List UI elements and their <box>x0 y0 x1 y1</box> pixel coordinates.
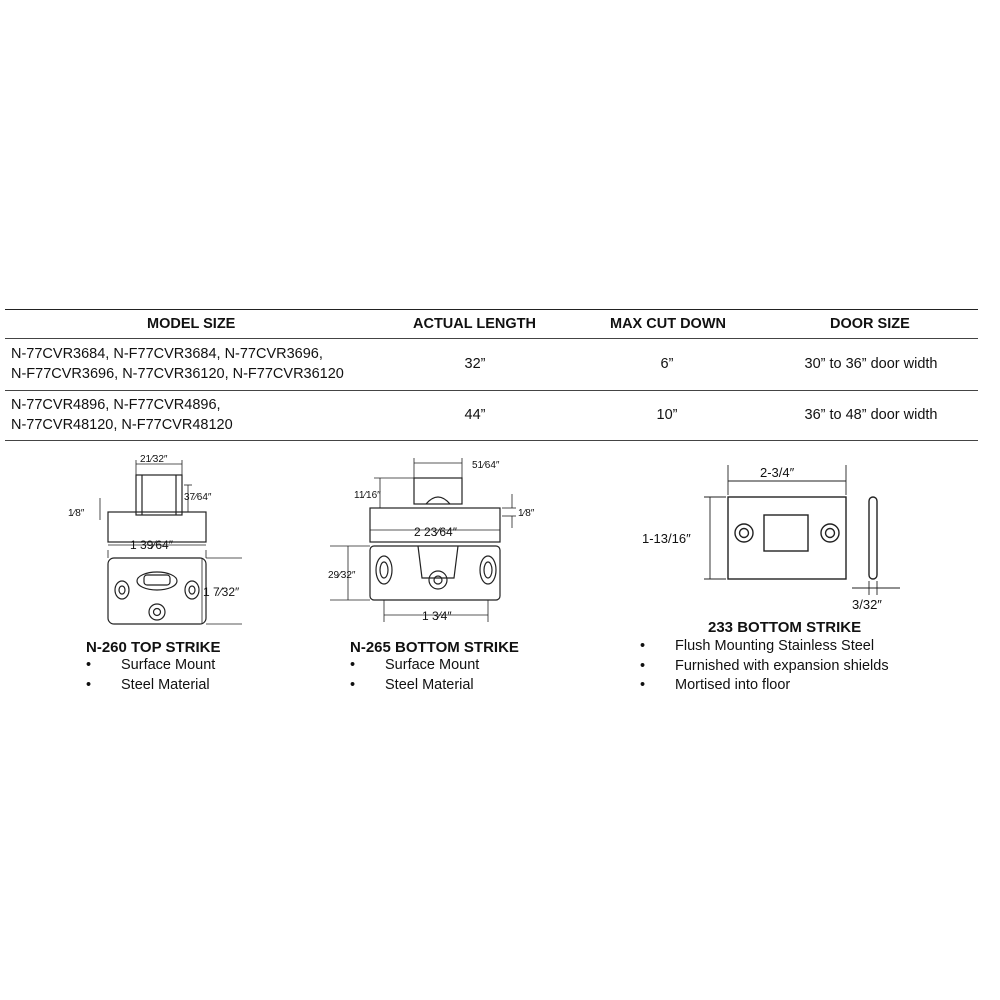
n265-feature-list <box>350 656 550 695</box>
dim-hole-spacing: 1 3⁄4″ <box>422 609 452 623</box>
list-item: • Steel Material <box>350 676 474 693</box>
header-door-size: DOOR SIZE <box>830 316 910 332</box>
dim-height: 1-13/16″ <box>642 531 691 546</box>
list-item: • Surface Mount <box>350 657 480 673</box>
list-item: • Steel Material <box>86 676 210 693</box>
dim-plate-thickness: 1⁄8″ <box>68 508 85 519</box>
strike-post <box>136 475 182 515</box>
table-top-rule <box>5 309 978 310</box>
n260-top-strike-drawing <box>60 450 260 630</box>
n265-bottom-strike-drawing <box>326 450 556 630</box>
n260-title: N-260 TOP STRIKE <box>86 639 221 656</box>
row-door-size: 30” to 36” door width <box>804 356 938 372</box>
dim-plate-height: 29⁄32″ <box>328 570 356 581</box>
dim-post-height: 37⁄64″ <box>184 492 212 503</box>
n260-feature-list <box>86 656 286 695</box>
header-max-cut-down: MAX CUT DOWN <box>610 316 726 332</box>
row-models-line2: N-77CVR48120, N-F77CVR48120 <box>11 417 233 433</box>
dim-top-width: 51⁄64″ <box>472 460 500 471</box>
header-rule <box>5 338 978 339</box>
row-max-cut-down: 10” <box>656 407 678 423</box>
row-models-line2: N-F77CVR3696, N-77CVR36120, N-F77CVR36120 <box>11 366 344 382</box>
row-models-line1: N-77CVR4896, N-F77CVR4896, <box>11 397 221 413</box>
dim-top-width: 21⁄32″ <box>140 454 168 465</box>
header-actual-length: ACTUAL LENGTH <box>413 316 536 332</box>
233-bottom-strike-drawing <box>640 455 920 620</box>
dim-width: 2-3/4″ <box>760 465 795 480</box>
strike-plate-front <box>108 558 206 624</box>
dim-plate-width: 1 39⁄64″ <box>130 538 173 552</box>
list-item: • Mortised into floor <box>640 677 791 693</box>
row-door-size: 36” to 48” door width <box>804 407 938 423</box>
strike-opening <box>764 515 808 551</box>
list-item: • Furnished with expansion shields <box>640 657 889 674</box>
row-actual-length: 32” <box>464 356 486 372</box>
233-title: 233 BOTTOM STRIKE <box>708 619 862 636</box>
dim-plate-width: 2 23⁄64″ <box>414 525 457 539</box>
table-bottom-rule <box>5 440 978 441</box>
strike-side-profile <box>869 497 877 579</box>
row-max-cut-down: 6” <box>660 356 674 372</box>
list-item: • Surface Mount <box>86 657 216 673</box>
row-models-line1: N-77CVR3684, N-F77CVR3684, N-77CVR3696, <box>11 346 323 362</box>
strike-faceplate <box>728 497 846 579</box>
dim-plate-thickness: 1⁄8″ <box>518 508 535 519</box>
header-model-size: MODEL SIZE <box>147 316 236 332</box>
row-actual-length: 44” <box>464 407 486 423</box>
list-item: • Flush Mounting Stainless Steel <box>640 638 875 654</box>
row-rule <box>5 390 978 391</box>
n265-title: N-265 BOTTOM STRIKE <box>350 639 519 656</box>
dim-bracket-height: 11⁄16″ <box>354 490 381 501</box>
dim-thickness: 3/32″ <box>852 597 882 612</box>
strike-bracket <box>414 478 462 504</box>
233-feature-list <box>640 637 940 696</box>
dim-plate-height: 1 7⁄32″ <box>203 585 240 599</box>
